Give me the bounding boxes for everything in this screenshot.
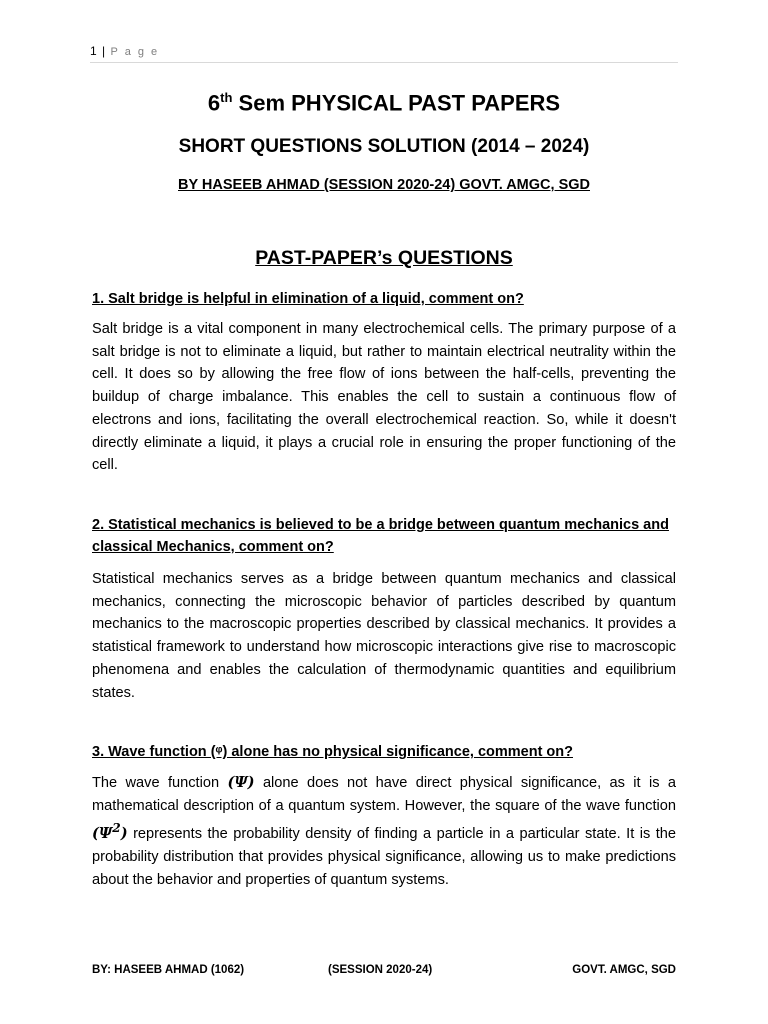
- answer-2: Statistical mechanics serves as a bridge between quantum mechanics and classical mechanics, connecting the microscopic behavior of particles described by quantum mechanics to the macroscopic properties described by classical mechanics. It provides a statistical framework to understand how microscopic interactions give rise to macroscopic phenomena and enables the calculation of thermodynamic quantities and equilibrium states.: [92, 571, 676, 701]
- document-title: 6th Sem PHYSICAL PAST PAPERS: [207, 90, 561, 116]
- psi-squared-symbol: $(\Psi^2)$: [92, 821, 128, 843]
- answer-1: Salt bridge is a vital component in many electrochemical cells. The primary purpose of a salt bridge is not to eliminate a liquid, but rather to maintain electrical neutrality within the cell. It does so by allowing the free flow of ions between the half-cells, preventing the buildup of charge imbalance. This enables the cell to sustain a continuous flow of electrons and ions, facilitating the overall electrochemical reaction. So, while it doesn't directly eliminate a liquid, it plays a crucial role in ensuring the proper functioning of the cell.: [92, 321, 676, 474]
- question-3: 3. Wave function (ᵠ) alone has no physical significance, comment on?: [92, 744, 573, 760]
- answer-3: The wave function (Ψ) alone does not have direct physical significance, as it is a mathematical description of a quantum system. However, the square of the wave function $(\Psi^2)$ represents the probability density of finding a particle in a particular state. It is the probability distribution that provides physical significance, allowing us to make predictions about the behavior and properties of quantum systems.: [92, 774, 676, 888]
- page-label: P a g e: [110, 46, 160, 58]
- footer-college: GOVT. AMGC, SGD: [572, 964, 676, 976]
- psi-symbol: (Ψ): [227, 774, 255, 791]
- title-superscript: th: [220, 90, 233, 105]
- page-separator: |: [102, 44, 106, 58]
- section-heading: PAST-PAPER’s QUESTIONS: [255, 247, 513, 269]
- footer-author: BY: HASEEB AHMAD (1062): [92, 964, 245, 976]
- document-subtitle: SHORT QUESTIONS SOLUTION (2014 – 2024): [178, 136, 590, 157]
- question-2: 2. Statistical mechanics is believed to be a bridge between quantum mechanics and classical Mechanics, comment on?: [92, 517, 669, 555]
- page-header: [90, 44, 678, 63]
- footer-session: (SESSION 2020-24): [328, 964, 433, 976]
- page-number: 1: [90, 44, 97, 58]
- author-line: BY HASEEB AHMAD (SESSION 2020-24) GOVT. AMGC, SGD: [178, 177, 590, 193]
- question-1: 1. Salt bridge is helpful in elimination of a liquid, comment on?: [92, 291, 524, 307]
